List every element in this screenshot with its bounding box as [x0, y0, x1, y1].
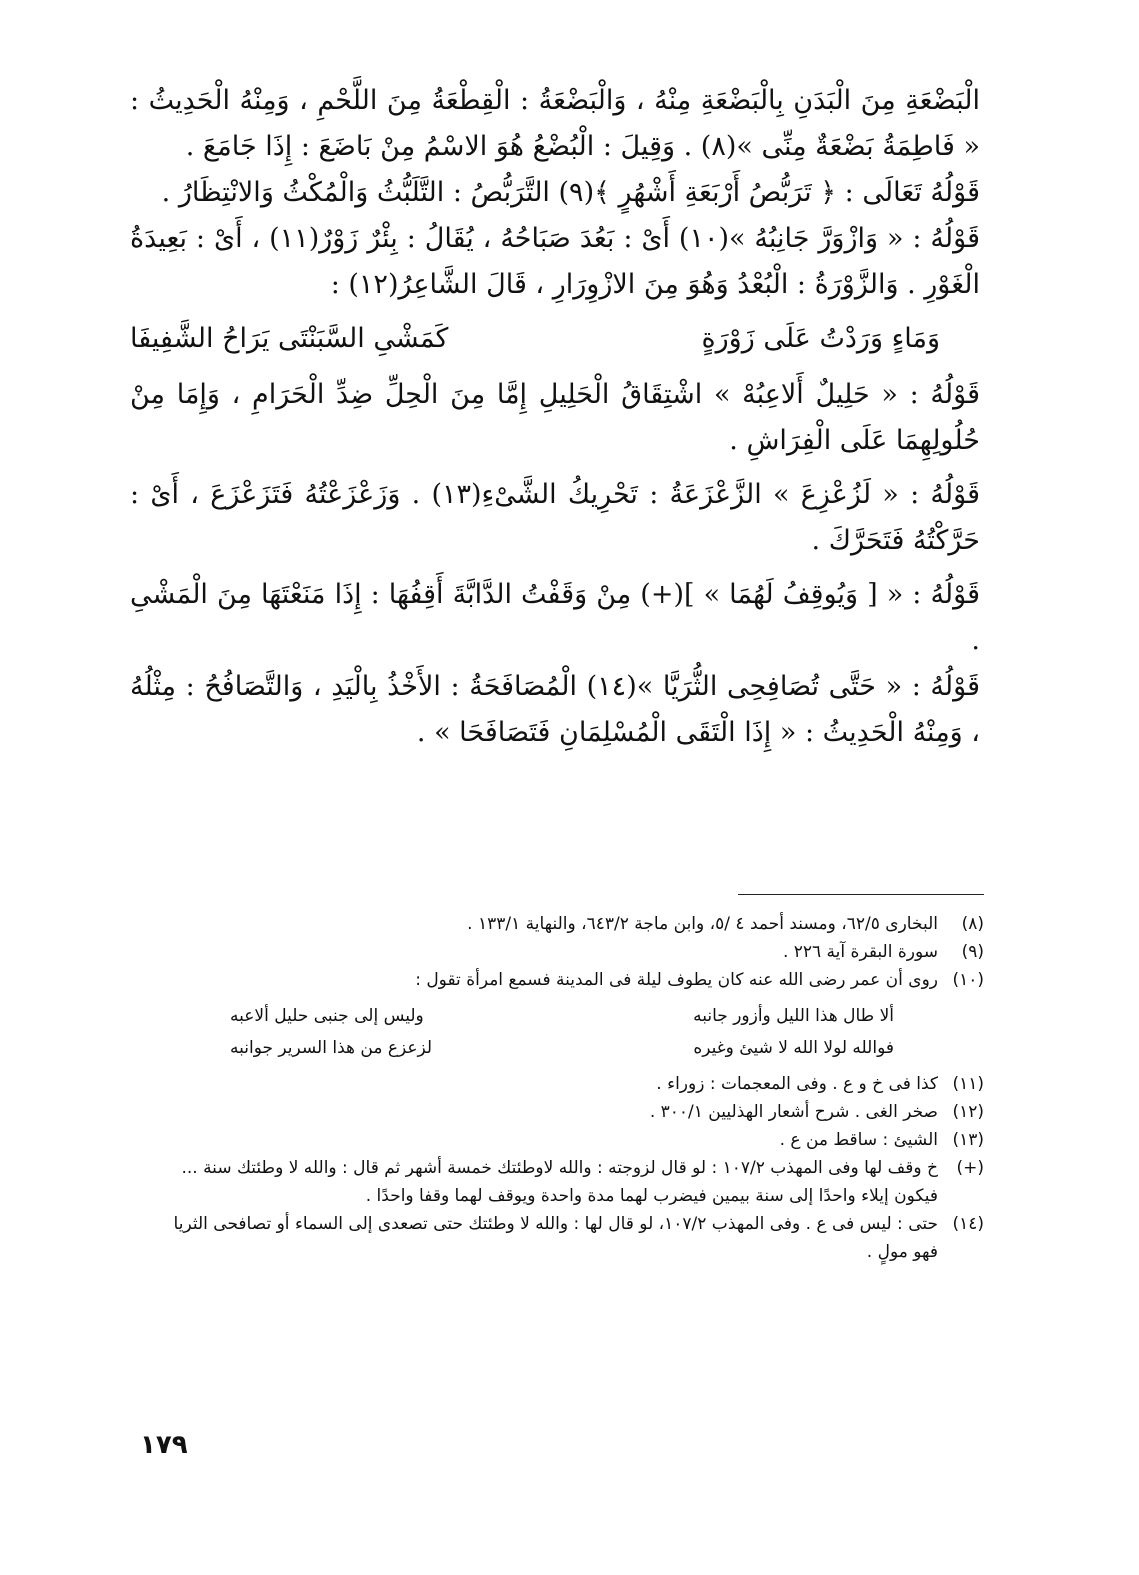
page-number: ١٧٩: [140, 1430, 188, 1460]
footnote-text: كذا فى خ و ع . وفى المعجمات : زوراء .: [656, 1074, 938, 1094]
footnote-number: (١٤): [952, 1214, 984, 1234]
verse-second-hemistich: كَمَشْىِ السَّبَنْتَى يَرَاحُ الشَّفِيفَا: [130, 323, 449, 354]
footnotes: [150, 910, 984, 1266]
footnote-text: الشيئ : ساقط من ع .: [779, 1130, 938, 1150]
footnote-number: (١١): [952, 1074, 984, 1094]
main-text: [130, 78, 980, 756]
footnote-number: (+): [956, 1158, 984, 1178]
footnote-14: [150, 1210, 984, 1266]
footnote-text: حتى : ليس فى ع . وفى المهذب ١٠٧/٢، لو قال لها : والله لا وطئتك حتى تصعدى إلى السماء أو تصافحى الثريا فهو مولٍ .: [173, 1214, 938, 1262]
footnote-text: روى أن عمر رضى الله عنه كان يطوف ليلة فى المدينة فسمع امرأة تقول :: [415, 970, 938, 990]
poem-line-2-left: لزعزع من هذا السرير جوانبه: [230, 1038, 433, 1058]
footnote-text: صخر الغى . شرح أشعار الهذليين ٣٠٠/١ .: [649, 1102, 938, 1122]
footnote-number: (١٠): [952, 970, 984, 990]
footnote-10-poem: [150, 1000, 984, 1064]
footnote-plus: [150, 1154, 984, 1210]
poem-line-1-left: وليس إلى جنبى حليل ألاعبه: [230, 1006, 424, 1026]
footnote-12: [150, 1098, 984, 1126]
paragraph-2: قَوْلُهُ تَعَالَى : ﴿ تَرَبُّصُ أَرْبَعَةِ أَشْهُرٍ ﴾(٩) التَّرَبُّصُ : التَّلَبُّثُ وَالْمُكْثُ وَالانْتِظَارُ .: [161, 177, 980, 208]
footnote-8: [150, 910, 984, 938]
footnote-separator: [738, 894, 984, 895]
footnote-10: [150, 966, 984, 994]
footnote-number: (٨): [961, 914, 984, 934]
paragraph-7: قَوْلُهُ : « حَتَّى تُصَافِحِى الثُّرَيَّا »(١٤) الْمُصَافَحَةُ : الأَخْذُ بِالْيَدِ ، وَالتَّصَافُحُ : مِثْلُهُ ، وَمِنْهُ الْحَدِيثُ : « إِذَا الْتَقَى الْمُسْلِمَانِ فَتَصَافَحَا » .: [130, 671, 980, 748]
poem-line-2-right: فوالله لولا الله لا شيئ وغيره: [693, 1038, 894, 1058]
poem-line-1: [230, 1000, 894, 1032]
poem-verse: [130, 316, 980, 362]
footnote-number: (٩): [961, 942, 984, 962]
footnote-number: (١٣): [952, 1130, 984, 1150]
footnote-text: خ وقف لها وفى المهذب ١٠٧/٢ : لو قال لزوجته : والله لاوطئتك خمسة أشهر ثم قال : والله لا وطئتك سنة ... فيكون إيلاء واحدًا إلى سنة بيمين فيضرب لهما مدة واحدة ويوقف لهما وقفا واحدًا .: [181, 1158, 938, 1206]
footnote-11: [150, 1070, 984, 1098]
footnote-text: البخارى ٦٢/٥، ومسند أحمد ٤ /٥، وابن ماجة ٦٤٣/٢، والنهاية ١٣٣/١ .: [467, 914, 938, 934]
poem-line-1-right: ألا طال هذا الليل وأزور جانبه: [693, 1006, 894, 1026]
paragraph-6: قَوْلُهُ : « [ وَيُوقِفُ لَهُمَا » ](+) مِنْ وَقَفْتُ الدَّابَّةَ أَقِفُهَا : إِذَا مَنَعْتَهَا مِنَ الْمَشْىِ .: [130, 579, 980, 656]
verse-first-hemistich: وَمَاءٍ وَرَدْتُ عَلَى زَوْرَةٍ: [701, 323, 940, 354]
paragraph-3: قَوْلُهُ : « وَازْوَرَّ جَانِبُهُ »(١٠) أَىْ : بَعُدَ صَبَاحُهُ ، يُقَالُ : بِئْرٌ زَوْرٌ(١١) ، أَىْ : بَعِيدَةُ الْغَوْرِ . وَالزَّوْرَةُ : الْبُعْدُ وَهُوَ مِنَ الازْوِرَارِ ، قَالَ الشَّاعِرُ(١٢) :: [130, 223, 980, 300]
paragraph-5: قَوْلُهُ : « لَزُعْزِعَ » الزَّعْزَعَةُ : تَحْرِيكُ الشَّىْءِ(١٣) . وَزَعْزَعْتُهُ فَتَزَعْزَعَ ، أَىْ : حَرَّكْتُهُ فَتَحَرَّكَ .: [130, 479, 980, 556]
paragraph-1: الْبَضْعَةِ مِنَ الْبَدَنِ بِالْبَضْعَةِ مِنْهُ ، وَالْبَضْعَةُ : الْقِطْعَةُ مِنَ اللَّحْمِ ، وَمِنْهُ الْحَدِيثُ : « فَاطِمَةُ بَضْعَةٌ مِنِّى »(٨) . وَقِيلَ : الْبُضْعُ هُوَ الاسْمُ مِنْ بَاضَعَ : إِذَا جَامَعَ .: [130, 85, 981, 162]
poem-line-2: [230, 1032, 894, 1064]
paragraph-4: قَوْلُهُ : « حَلِيلٌ أَلاعِبُهْ » اشْتِقَاقُ الْحَلِيلِ إِمَّا مِنَ الْحِلِّ ضِدِّ الْحَرَامِ ، وَإِمَا مِنْ حُلُولِهِمَا عَلَى الْفِرَاشِ .: [130, 379, 980, 456]
footnote-9: [150, 938, 984, 966]
footnote-number: (١٢): [952, 1102, 984, 1122]
footnote-13: [150, 1126, 984, 1154]
footnote-text: سورة البقرة آية ٢٢٦ .: [782, 942, 938, 962]
